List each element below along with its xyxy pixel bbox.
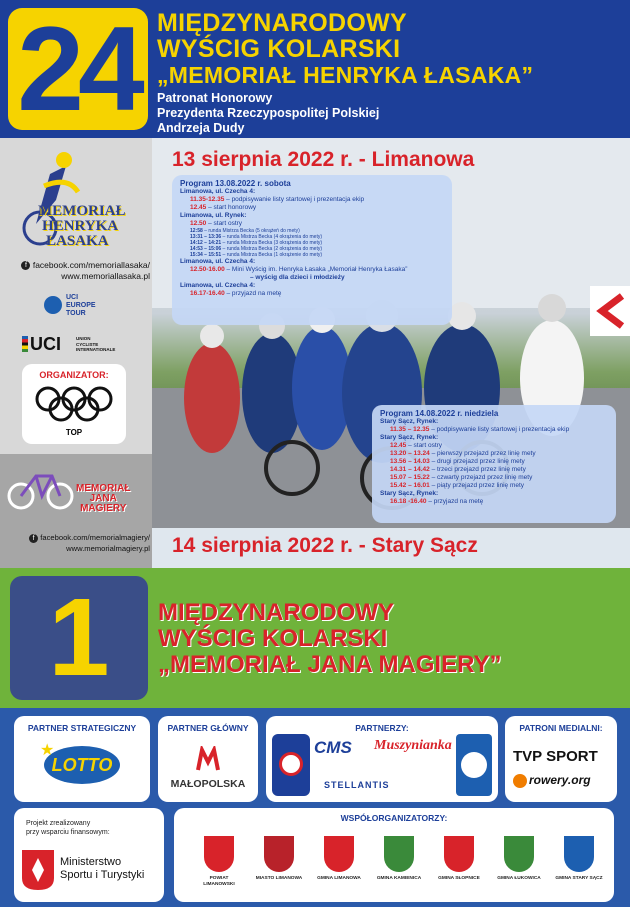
- program-row: [380, 498, 608, 506]
- program-row: Limanowa, ul. Czecha 4:: [180, 258, 256, 265]
- funding-box: [14, 808, 164, 902]
- program-desc: – Mini Wyścig im. Henryka Łasaka „Memoriał Henryka Łasaka”: [224, 266, 408, 273]
- globe-icon: [44, 296, 62, 314]
- program-desc: – pierwszy przejazd przez linię mety: [429, 450, 536, 457]
- coorganizer-name: GMINA STARY SĄCZ: [555, 876, 603, 881]
- rowery-logo: rowery.org: [529, 773, 591, 787]
- facebook-icon: f: [29, 534, 38, 543]
- program-row: [380, 426, 608, 434]
- program-time: 13:31 – 13:36: [190, 234, 222, 240]
- day2-program-title: Program 14.08.2022 r. niedziela: [380, 409, 499, 418]
- memorial-lasaka-logo: [8, 146, 148, 248]
- day1-program-title: Program 13.08.2022 r. sobota: [180, 179, 291, 188]
- program-time: 12.45: [190, 204, 207, 211]
- medical-service-logo: [456, 734, 492, 796]
- program-desc: – runda Mistrza Becka (4 okrążenia do mety): [221, 234, 323, 240]
- coat-of-arms-icon: [324, 836, 354, 872]
- program-desc: – start ostry: [206, 220, 243, 227]
- program-row: – wyścig dla dzieci i młodzieży: [250, 274, 345, 281]
- media-partners-label: PATRONI MEDIALNI:: [519, 723, 603, 733]
- coat-of-arms-icon: [264, 836, 294, 872]
- program-row: Limanowa, ul. Rynek:: [180, 212, 247, 219]
- program-row: [380, 474, 608, 482]
- program-desc: – drugi przejazd przez linię mety: [429, 458, 525, 465]
- program-time: 11.35 – 12.35: [390, 426, 430, 433]
- patronage-text: [157, 91, 379, 136]
- program-time: 11.35-12.35: [190, 196, 225, 203]
- program-time: 15.42 – 16.01: [390, 482, 430, 489]
- day2-date: 14 sierpnia 2022 r. - Stary Sącz: [172, 534, 478, 557]
- ministry-line: Ministerstwo: [60, 856, 122, 868]
- logo-text-line: HENRYKA: [42, 218, 119, 234]
- program-time: 16.17-16.40: [190, 290, 225, 297]
- facebook-icon: f: [21, 261, 30, 270]
- race2-title-line: „MEMORIAŁ JANA MAGIERY”: [158, 651, 502, 678]
- program-time: 13.56 – 14.03: [390, 458, 430, 465]
- coorganizer-name: GMINA LIMANOWA: [317, 876, 361, 881]
- cycling-club-logo: [272, 734, 310, 796]
- tvp-sport-logo: TVP SPORT: [513, 748, 598, 765]
- coat-of-arms-icon: [444, 836, 474, 872]
- patronage-line: Prezydenta Rzeczypospolitej Polskiej: [157, 106, 380, 120]
- coorganizer-item: [494, 826, 544, 900]
- program-time: 15:34 – 15:51: [190, 252, 222, 258]
- program-desc: – piąty przejazd przez linię mety: [429, 482, 525, 489]
- program-time: 14.31 – 14.42: [390, 466, 430, 473]
- program-row: [180, 290, 444, 298]
- program-time: 12.45: [390, 442, 407, 449]
- rowery-icon: [513, 774, 527, 788]
- organizer-label: ORGANIZATOR:: [39, 370, 109, 380]
- coorganizer-item: [374, 826, 424, 900]
- program-desc: – trzeci przejazd przez linię mety: [429, 466, 526, 473]
- program-row: [180, 220, 444, 228]
- strategic-partner-label: PARTNER STRATEGICZNY: [27, 723, 137, 733]
- coorganizer-name: GMINA ŁUKOWICA: [497, 876, 541, 881]
- coorganizer-item: [554, 826, 604, 900]
- program-time: 16.18 -16.40: [390, 498, 427, 505]
- program-row: [180, 196, 444, 204]
- organizer-box: ORGANIZATOR: TOP: [22, 364, 126, 444]
- logo-text-line: ŁASAKA: [46, 233, 109, 249]
- coorganizer-name: GMINA SŁOPNICE: [438, 876, 480, 881]
- malopolska-icon: [196, 746, 220, 772]
- logo-text-line: MEMORIAŁ: [38, 203, 126, 219]
- coorganizer-item: [314, 826, 364, 900]
- bicycle-icon: [6, 462, 76, 512]
- coorganizer-name: POWIAT LIMANOWSKI: [203, 876, 235, 887]
- ministry-line: Sportu i Turystyki: [60, 869, 145, 881]
- program-desc: – runda Mistrza Becka (2 okrążenia do mety): [221, 246, 323, 252]
- media-partners-box: [505, 716, 617, 802]
- program-row: Stary Sącz, Rynek:: [380, 490, 439, 497]
- patronage-line: Andrzeja Dudy: [157, 121, 245, 135]
- program-time: 12.50: [190, 220, 207, 227]
- main-partner-box: [158, 716, 258, 802]
- program-desc: – runda Mistrza Becka (1 okrążenie do mety): [221, 252, 323, 258]
- program-time: 14:12 – 14:21: [190, 240, 222, 246]
- program-desc: – podpisywanie listy startowej i prezentacja ekip: [429, 426, 570, 433]
- uci-europe-tour-logo: UCI EUROPE TOUR: [44, 294, 114, 320]
- uci-stripes-icon: [22, 336, 28, 352]
- race2-title-line: MIĘDZYNARODOWY: [158, 599, 394, 626]
- lotto-logo: LOTTO: [44, 746, 120, 784]
- coorganizer-name: MIASTO LIMANOWA: [255, 876, 303, 881]
- partners-box: [266, 716, 498, 802]
- header-banner: [0, 0, 630, 138]
- patronage-line: Patronat Honorowy: [157, 91, 273, 105]
- muszynianka-logo: Muszynianka: [374, 738, 452, 753]
- program-desc: – podpisywanie listy startowej i prezentacja ekip: [224, 196, 365, 203]
- program-row: Stary Sącz, Rynek:: [380, 418, 439, 425]
- program-row: [180, 204, 444, 212]
- program-row: [380, 466, 608, 474]
- partners-label: PARTNERZY:: [355, 723, 409, 733]
- program-row: Stary Sącz, Rynek:: [380, 434, 439, 441]
- program-desc: – start honorowy: [206, 204, 257, 211]
- coat-of-arms-icon: [384, 836, 414, 872]
- program-desc: – czwarty przejazd przez linię mety: [429, 474, 533, 481]
- program-row: [380, 482, 608, 490]
- edition-number-1: 1: [10, 576, 148, 700]
- star-icon: ★: [40, 742, 55, 759]
- program-time: 14:53 – 15:06: [190, 246, 222, 252]
- funding-line: Projekt zrealizowany: [26, 820, 91, 827]
- olympic-rings-icon: [22, 381, 126, 427]
- race-title-line: WYŚCIG KOLARSKI: [157, 35, 401, 63]
- day1-date: 13 sierpnia 2022 r. - Limanowa: [172, 148, 475, 171]
- program-time: 13.20 – 13.24: [390, 450, 430, 457]
- facebook-link-lasaka[interactable]: f facebook.com/memoriallasaka/: [4, 260, 150, 271]
- strategic-partner-box: [14, 716, 150, 802]
- day2-program-box: [372, 405, 616, 523]
- program-row: Limanowa, ul. Czecha 4:: [180, 282, 256, 289]
- race2-title-line: WYŚCIG KOLARSKI: [158, 625, 388, 652]
- coorganizer-item: [434, 826, 484, 900]
- funding-line: przy wsparciu finansowym:: [26, 828, 110, 836]
- facebook-link-magiery[interactable]: f facebook.com/memorialmagiery/: [2, 532, 150, 543]
- program-desc: – przyjazd na metę: [224, 290, 282, 297]
- uci-logo: UCI UNION CYCLISTE INTERNATIONALE: [22, 334, 132, 356]
- program-row: [380, 450, 608, 458]
- program-desc: – przyjazd na metę: [426, 498, 484, 505]
- race-title-line: „MEMORIAŁ HENRYKA ŁASAKA”: [157, 62, 534, 88]
- program-row: [180, 266, 444, 274]
- coat-of-arms-icon: [204, 836, 234, 872]
- coorganizer-item: [194, 826, 244, 900]
- coat-of-arms-icon: [564, 836, 594, 872]
- program-desc: – start ostry: [406, 442, 443, 449]
- coorganizer-name: GMINA KAMIENICA: [376, 876, 422, 881]
- program-time: 12:58: [190, 228, 203, 234]
- coorganizers-label: WSPÓŁORGANIZATORZY:: [340, 813, 448, 823]
- coorganizers-box: [174, 808, 614, 902]
- website-link-magiery[interactable]: www.memorialmagiery.pl: [66, 544, 150, 553]
- cms-logo: CMS: [314, 738, 352, 757]
- stellantis-logo: STELLANTIS: [324, 780, 390, 790]
- polish-eagle-icon: [20, 848, 56, 892]
- program-row: [380, 458, 608, 466]
- program-time: 12.50-16.00: [190, 266, 225, 273]
- malopolska-name: MAŁOPOLSKA: [170, 778, 246, 790]
- program-desc: – runda Mistrza Becka (5 okrążeń do mety): [202, 228, 300, 234]
- coorganizer-item: [254, 826, 304, 900]
- program-desc: – runda Mistrza Becka (3 okrążenia do mety): [221, 240, 323, 246]
- race2-title: [158, 600, 502, 678]
- program-row: [380, 442, 608, 450]
- website-link-lasaka[interactable]: www.memoriallasaka.pl: [61, 271, 150, 281]
- edition-number-24: 24: [8, 8, 148, 130]
- day1-program-box: [172, 175, 452, 325]
- program-time: 15.07 – 15.22: [390, 474, 430, 481]
- memorial-magiery-logo: MEMORIAŁ JANA MAGIERY: [6, 462, 148, 524]
- coat-of-arms-icon: [504, 836, 534, 872]
- program-row: Limanowa, ul. Czecha 4:: [180, 188, 256, 195]
- race-title-line: MIĘDZYNARODOWY: [157, 9, 408, 37]
- race-title: [157, 10, 533, 88]
- cyclists-photo: [152, 138, 630, 528]
- day2-date-band: [152, 528, 630, 568]
- main-partner-label: PARTNER GŁÓWNY: [167, 723, 249, 733]
